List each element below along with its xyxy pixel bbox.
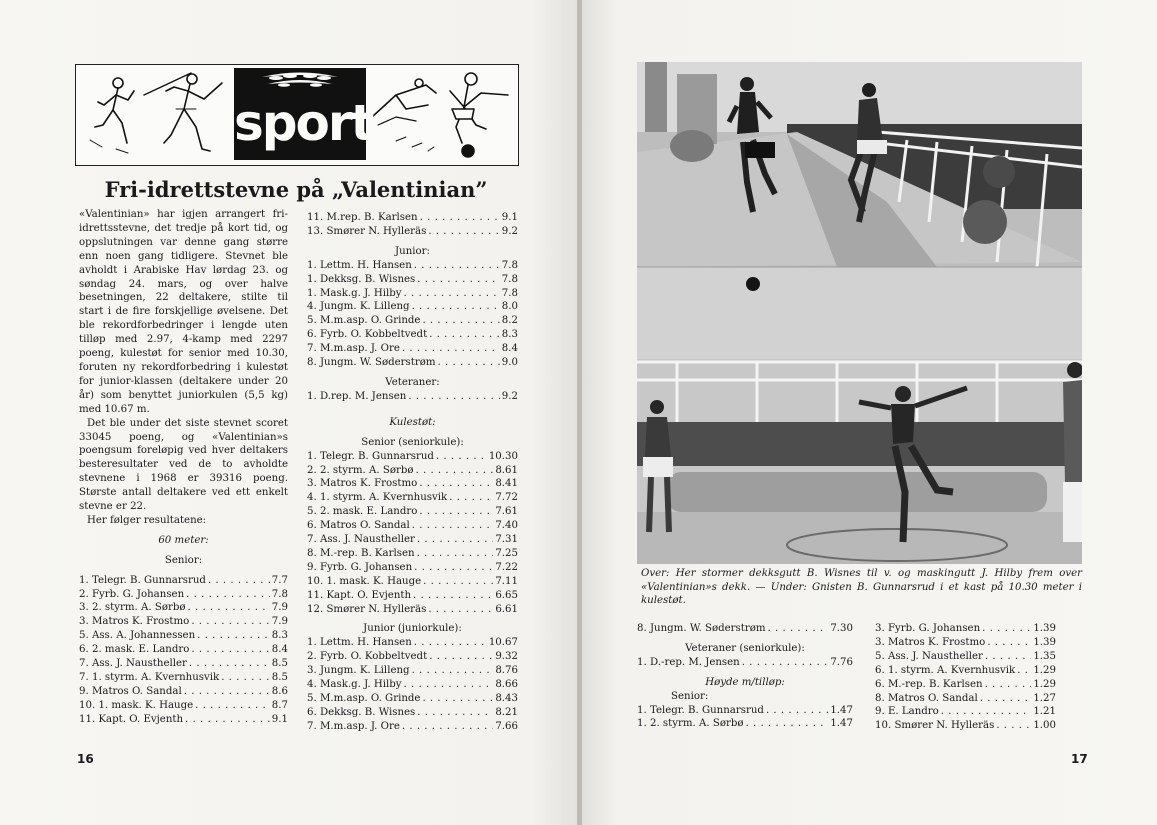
result-name: 4. 1. styrm. A. Kvernhusvik <box>307 492 448 504</box>
article-title: Fri-idrettstevne på „Valentinian” <box>104 177 488 202</box>
leader-dots <box>195 699 270 713</box>
result-row <box>79 643 288 657</box>
leader-dots <box>191 643 269 657</box>
result-value: 7.22 <box>495 561 518 573</box>
result-name: 12. Smører N. Hylleräs <box>307 603 427 615</box>
result-value: 10.30 <box>488 450 518 462</box>
leader-dots <box>412 664 494 678</box>
result-name: 3. Fyrb. G. Johansen <box>875 623 981 634</box>
result-row <box>307 477 518 491</box>
page-number-right: 17 <box>1071 752 1088 766</box>
leader-dots <box>422 692 493 706</box>
result-name: 1. 2. styrm. A. Sørbø <box>637 718 744 730</box>
result-name: 1. Lettm. H. Hansen <box>307 637 412 649</box>
result-row <box>307 273 518 287</box>
section-heading-60m: 60 meter: <box>158 534 209 546</box>
result-value: 7.8 <box>501 287 518 299</box>
leader-dots <box>412 300 500 314</box>
leader-dots <box>191 615 269 629</box>
leader-dots <box>985 650 1031 664</box>
intro-paragraph-1: «Valentinian» har igjen arrangert fri-idrettsstevne, det tredje på kort tid, og oppslutningen var denne gang større enn noen gang tidligere. Stevnet ble avholdt i Arabiske Hav lørdag 23. og søndag 24. mars, og over halve besetningen, 22 deltakere, stilte til start i de fire forskjellige øvelsene. Det ble rekordforbedringer i lengde uten tilløp med 2.97, 4-kamp med 2297 poeng, kulestøt for senior med 10.30, foruten ny rekordforbedring i kulestøt for junior-klassen (deltakere under 20 år) som benyttet juniorkulen (5,5 kg) med 10.67 m. <box>79 209 288 415</box>
result-name: 2. 2. styrm. A. Sørbø <box>307 464 414 476</box>
result-row <box>307 664 518 678</box>
result-value: 7.31 <box>495 534 518 546</box>
result-name: 6. 1. styrm. A. Kvernhusvik <box>875 664 1016 676</box>
result-row <box>307 259 518 273</box>
athletes-on-deck-image <box>637 62 1082 564</box>
result-row <box>875 719 1056 733</box>
result-row <box>307 356 518 370</box>
leader-dots <box>402 342 500 356</box>
result-name: 8. Jungm. W. Søderstrøm <box>307 357 436 369</box>
result-row <box>637 656 853 670</box>
result-name: 3. Matros K. Frostmo <box>307 478 418 490</box>
result-row <box>307 390 518 404</box>
results-kule-junior-b <box>637 622 853 636</box>
leader-dots <box>982 622 1031 636</box>
result-value: 8.61 <box>495 464 518 476</box>
result-row <box>307 328 518 342</box>
result-name: 4. Jungm. K. Lilleng <box>307 301 410 313</box>
result-row <box>307 561 518 575</box>
result-name: 10. 1. mask. K. Hauge <box>79 699 194 711</box>
results-hoyde-senior-b <box>875 622 1056 733</box>
result-name: 9. Fyrb. G. Johansen <box>307 561 413 573</box>
result-value: 1.00 <box>1033 720 1056 732</box>
result-value: 8.4 <box>271 644 288 656</box>
photo-caption: Over: Her stormer dekksgutt B. Wisnes til v. og maskingutt J. Hilby frem over «Valentinian»s dekk. — Under: Gnisten B. Gunnarsrud i et kast på 10.30 meter i kulestøt. <box>641 568 1082 607</box>
result-value: 7.9 <box>271 602 288 614</box>
result-row <box>307 589 518 603</box>
result-value: 7.66 <box>495 720 518 732</box>
result-value: 8.4 <box>501 343 518 355</box>
result-row <box>307 225 518 239</box>
result-name: 9. E. Landro <box>875 706 939 718</box>
result-row <box>307 519 518 533</box>
leader-dots <box>745 717 828 731</box>
leader-dots <box>980 692 1032 706</box>
result-value: 8.5 <box>271 672 288 683</box>
result-value: 8.5 <box>271 658 288 670</box>
result-name: 6. Fyrb. O. Kobbeltvedt <box>307 329 428 341</box>
results-kule-senior <box>307 450 518 617</box>
result-row <box>637 704 853 718</box>
leader-dots <box>985 678 1032 692</box>
result-name: 13. Smører N. Hylleräs <box>307 225 427 237</box>
deck-photograph <box>637 62 1082 564</box>
leader-dots <box>208 574 270 588</box>
result-name: 2. Fyrb. G. Johansen <box>79 588 185 600</box>
result-value: 8.3 <box>271 630 288 642</box>
result-row <box>307 491 518 505</box>
result-row <box>875 622 1056 636</box>
results-kule-veteran <box>637 656 853 670</box>
result-value: 10.67 <box>488 637 518 649</box>
result-value: 7.8 <box>271 588 288 600</box>
result-name: 8. Matros O. Sandal <box>875 692 978 704</box>
result-name: 1. Telegr. B. Gunnarsrud <box>79 574 206 586</box>
results-60m-senior-b <box>307 211 518 239</box>
leader-dots <box>402 720 493 734</box>
result-row <box>307 314 518 328</box>
result-value: 8.66 <box>495 679 518 691</box>
result-name: 9. Matros O. Sandal <box>79 685 182 697</box>
result-row <box>79 574 288 588</box>
result-value: 7.30 <box>830 623 853 634</box>
result-row <box>307 692 518 706</box>
result-value: 1.29 <box>1033 664 1056 676</box>
result-name: 11. Kapt. O. Evjenth <box>79 713 184 725</box>
result-row <box>637 717 853 731</box>
result-row <box>79 588 288 602</box>
result-name: 6. M.-rep. B. Karlsen <box>875 678 983 690</box>
leader-dots <box>187 601 269 615</box>
leader-dots <box>987 636 1031 650</box>
result-row <box>79 685 288 699</box>
sport-word: sport <box>234 94 373 152</box>
result-name: 1. Dekksg. B. Wisnes <box>307 273 416 285</box>
leader-dots <box>428 225 499 239</box>
result-value: 1.35 <box>1033 650 1056 662</box>
leader-dots <box>414 259 500 273</box>
result-name: 10. 1. mask. K. Hauge <box>307 575 422 587</box>
subheading-kule-veteran: Veteraner (seniorkule): <box>685 642 805 654</box>
leader-dots <box>996 719 1031 733</box>
sport-banner <box>75 64 519 166</box>
result-value: 9.2 <box>501 225 518 237</box>
result-name: 5. Ass. J. Naustheller <box>875 650 983 662</box>
results-60m-junior <box>307 259 518 370</box>
result-row <box>875 636 1056 650</box>
result-row <box>307 342 518 356</box>
result-value: 8.76 <box>495 665 518 677</box>
result-value: 9.1 <box>501 212 518 223</box>
result-row <box>307 533 518 547</box>
result-value: 6.61 <box>495 603 518 615</box>
result-row <box>79 601 288 615</box>
leader-dots <box>412 519 494 533</box>
result-name: 1. D.-rep. M. Jensen <box>637 656 740 668</box>
result-value: 8.43 <box>495 693 518 704</box>
result-value: 8.7 <box>271 699 288 711</box>
result-value: 1.39 <box>1033 623 1056 634</box>
result-name: 3. Matros K. Frostmo <box>79 616 190 628</box>
result-row <box>307 575 518 589</box>
result-value: 7.8 <box>501 273 518 285</box>
leader-dots <box>423 575 493 589</box>
result-name: 6. 2. mask. E. Landro <box>79 644 190 656</box>
result-row <box>79 671 288 685</box>
leader-dots <box>941 705 1032 719</box>
page-number-left: 16 <box>77 752 94 766</box>
result-name: 1. Mask.g. J. Hilby <box>307 287 402 299</box>
leader-dots <box>422 314 499 328</box>
leader-dots <box>742 656 829 670</box>
subheading-60m-senior: Senior: <box>164 554 203 566</box>
leader-dots <box>436 450 487 464</box>
leader-dots <box>449 491 493 505</box>
subheading-kule-senior: Senior (seniorkule): <box>361 436 464 448</box>
column-3 <box>637 622 853 731</box>
result-row <box>307 505 518 519</box>
result-row <box>79 629 288 643</box>
result-value: 7.25 <box>495 547 518 559</box>
subheading-60m-veteran: Veteraner: <box>385 376 440 388</box>
result-row <box>307 300 518 314</box>
result-row <box>79 615 288 629</box>
result-value: 8.2 <box>501 315 518 327</box>
column-2 <box>307 211 518 734</box>
result-name: 2. Fyrb. O. Kobbeltvedt <box>307 651 428 663</box>
intro-paragraph-2: Det ble under det siste stevnet scoret 33045 poeng, og «Valentinian»s poengsum foreløpig ved hver deltakers besteresultater ved de to avholdte stevnene i 1968 er 39316 poeng. Største antall deltakere ved ett enkelt stevne er 22. <box>79 417 288 513</box>
result-value: 9.1 <box>271 713 288 725</box>
result-value: 7.9 <box>271 616 288 628</box>
result-row <box>307 603 518 617</box>
leader-dots <box>415 464 493 478</box>
result-row <box>79 657 288 671</box>
result-value: 1.21 <box>1033 706 1056 718</box>
subheading-hoyde-senior: Senior: <box>671 690 709 702</box>
leader-dots <box>766 704 828 718</box>
result-row <box>875 692 1056 706</box>
result-name: 8. M.-rep. B. Karlsen <box>307 547 415 559</box>
result-name: 5. Ass. A. Johannessen <box>79 630 196 642</box>
left-page <box>0 0 578 825</box>
result-row <box>79 699 288 713</box>
result-name: 1. Telegr. B. Gunnarsrud <box>637 704 764 716</box>
result-value: 7.7 <box>271 574 288 586</box>
result-value: 8.0 <box>501 301 518 313</box>
result-name: 7. Ass. J. Naustheller <box>79 658 187 670</box>
result-value: 9.0 <box>501 357 518 369</box>
leader-dots <box>197 629 270 643</box>
result-value: 1.29 <box>1033 678 1056 690</box>
result-value: 7.76 <box>830 656 853 668</box>
result-name: 4. Mask.g. J. Hilby <box>307 679 402 691</box>
result-value: 7.72 <box>495 492 518 504</box>
leader-dots <box>185 713 270 727</box>
leader-dots <box>417 273 500 287</box>
results-60m-senior-a <box>79 574 288 727</box>
leader-dots <box>414 561 493 575</box>
result-row <box>307 547 518 561</box>
result-row <box>307 678 518 692</box>
result-row <box>875 705 1056 719</box>
leader-dots <box>417 547 494 561</box>
intro-paragraph-3: Her følger resultatene: <box>87 514 207 526</box>
result-name: 7. M.m.asp. J. Ore <box>307 343 400 355</box>
result-value: 6.65 <box>495 589 518 601</box>
leader-dots <box>221 671 270 685</box>
subheading-60m-junior: Junior: <box>395 245 430 257</box>
sport-logo <box>234 68 373 160</box>
result-value: 9.32 <box>495 651 518 663</box>
result-name: 3. 2. styrm. A. Sørbø <box>79 602 186 614</box>
result-value: 7.11 <box>495 575 518 587</box>
leader-dots <box>408 390 499 404</box>
result-row <box>875 664 1056 678</box>
results-60m-veteran <box>307 390 518 404</box>
result-value: 1.39 <box>1033 636 1056 648</box>
result-name: 3. Matros K. Frostmo <box>875 636 986 648</box>
result-name: 7. Ass. J. Naustheller <box>307 534 415 546</box>
leader-dots <box>768 622 829 636</box>
leader-dots <box>417 706 493 720</box>
result-name: 5. M.m.asp. O. Grinde <box>307 315 421 327</box>
leader-dots <box>419 477 493 491</box>
leader-dots <box>404 287 500 301</box>
result-value: 8.41 <box>495 478 518 490</box>
result-row <box>307 706 518 720</box>
result-row <box>307 211 518 225</box>
result-value: 8.6 <box>271 685 288 697</box>
result-name: 11. M.rep. B. Karlsen <box>307 212 418 223</box>
result-name: 8. Jungm. W. Søderstrøm <box>637 623 766 634</box>
result-row <box>307 450 518 464</box>
result-value: 8.21 <box>495 706 518 718</box>
result-name: 5. 2. mask. E. Landro <box>307 506 418 518</box>
result-value: 7.40 <box>495 520 518 532</box>
column-1 <box>79 208 288 727</box>
result-name: 6. Matros O. Sandal <box>307 520 410 532</box>
leader-dots <box>420 211 500 225</box>
leader-dots <box>184 685 270 699</box>
result-name: 1. Lettm. H. Hansen <box>307 259 412 271</box>
results-kule-junior-a <box>307 636 518 733</box>
leader-dots <box>428 603 493 617</box>
section-heading-kule: Kulestøt: <box>389 416 436 428</box>
result-name: 11. Kapt. O. Evjenth <box>307 589 412 601</box>
result-name: 1. Telegr. B. Gunnarsrud <box>307 450 434 462</box>
result-row <box>79 713 288 727</box>
result-name: 7. M.m.asp. J. Ore <box>307 720 400 732</box>
result-value: 7.61 <box>495 506 518 518</box>
leader-dots <box>419 505 493 519</box>
result-row <box>307 720 518 734</box>
result-name: 7. 1. styrm. A. Kvernhusvik <box>79 672 220 683</box>
result-row <box>307 464 518 478</box>
result-value: 9.2 <box>501 390 518 402</box>
result-row <box>875 678 1056 692</box>
result-row <box>307 287 518 301</box>
result-name: 6. Dekksg. B. Wisnes <box>307 706 416 718</box>
leader-dots <box>438 356 500 370</box>
result-row <box>307 650 518 664</box>
column-4 <box>875 622 1056 733</box>
section-heading-hoyde: Høyde m/tilløp: <box>705 676 785 688</box>
result-name: 5. M.m.asp. O. Grinde <box>307 693 421 704</box>
result-value: 7.8 <box>501 259 518 271</box>
result-row <box>307 636 518 650</box>
leader-dots <box>1017 664 1031 678</box>
result-name: 3. Jungm. K. Lilleng <box>307 665 410 677</box>
leader-dots <box>413 589 493 603</box>
result-value: 1.47 <box>830 704 853 716</box>
leader-dots <box>417 533 493 547</box>
subheading-kule-junior: Junior (juniorkule): <box>363 623 462 635</box>
result-name: 1. D.rep. M. Jensen <box>307 390 407 402</box>
leader-dots <box>429 328 500 342</box>
result-value: 8.3 <box>501 329 518 341</box>
leader-dots <box>429 650 493 664</box>
leader-dots <box>186 588 270 602</box>
result-name: 10. Smører N. Hylleräs <box>875 720 995 732</box>
result-row <box>637 622 853 636</box>
result-row <box>875 650 1056 664</box>
leader-dots <box>404 678 494 692</box>
leader-dots <box>189 657 270 671</box>
result-value: 1.47 <box>830 718 853 730</box>
leader-dots <box>414 636 487 650</box>
results-hoyde-senior-a <box>637 704 853 732</box>
result-value: 1.27 <box>1033 692 1056 704</box>
